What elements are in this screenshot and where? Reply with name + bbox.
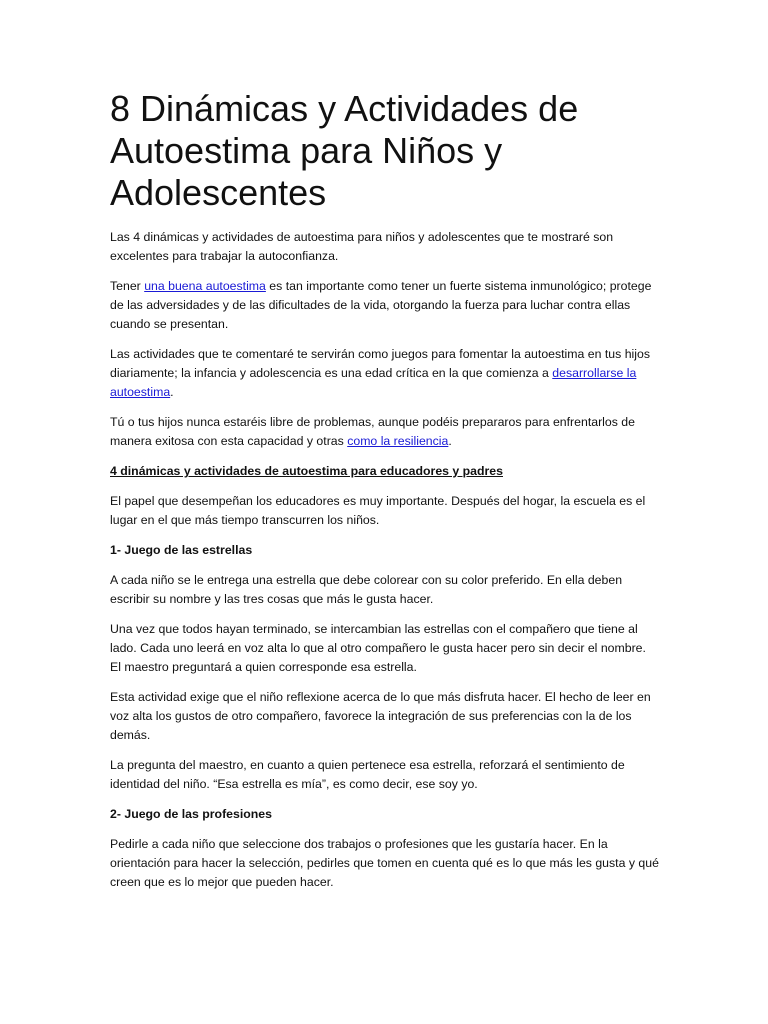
paragraph-text: Tener	[110, 279, 145, 293]
estrellas-paragraph-4: La pregunta del maestro, en cuanto a quien pertenece esa estrella, reforzará el sentimiento de identidad del niño. “Esa estrella es mía”, es como decir, ese soy yo.	[110, 758, 625, 791]
link-resiliencia[interactable]: como la resiliencia	[347, 434, 449, 448]
intro-paragraph: Las 4 dinámicas y actividades de autoestima para niños y adolescentes que te mostraré son excelentes para trabajar la autoconfianza.	[110, 230, 614, 263]
autoestima-paragraph	[110, 277, 660, 334]
link-buena-autoestima[interactable]: una buena autoestima	[144, 279, 266, 293]
link-desarrollarse-autoestima[interactable]: desarrollarse la autoestima	[110, 366, 637, 399]
problemas-paragraph	[110, 413, 660, 451]
profesiones-paragraph: Pedirle a cada niño que seleccione dos trabajos o profesiones que les gustaría hacer. En la orientación para hacer la selección, pedirles que tomen en cuenta qué es lo que más les gusta y qué creen que es lo mejor que pueden hacer.	[110, 837, 659, 889]
paragraph-text: Las actividades que te comentaré te servirán como juegos para fomentar la autoestima en tus hijos diariamente; la infancia y adolescencia es una edad crítica en la que comienza a	[110, 347, 650, 380]
paragraph-text: es tan importante como tener un fuerte sistema inmunológico; protege de las adversidades y de las dificultades de la vida, otorgando la fuerza para luchar contra ellas cuando se presentan.	[110, 279, 652, 331]
educadores-paragraph: El papel que desempeñan los educadores es muy importante. Después del hogar, la escuela es el lugar en el que más tiempo transcurren los niños.	[110, 494, 646, 527]
heading-juego-profesiones: 2- Juego de las profesiones	[110, 807, 272, 821]
estrellas-paragraph-2: Una vez que todos hayan terminado, se intercambian las estrellas con el compañero que tiene al lado. Cada uno leerá en voz alta lo que al otro compañero le gusta hacer pero sin decir el nombre. El maestro preguntará a quien corresponde esa estrella.	[110, 622, 646, 674]
section-heading: 4 dinámicas y actividades de autoestima para educadores y padres	[110, 464, 503, 478]
heading-juego-estrellas: 1- Juego de las estrellas	[110, 543, 253, 557]
document-body	[110, 88, 660, 903]
page-title: 8 Dinámicas y Actividades de Autoestima para Niños y Adolescentes	[110, 88, 579, 213]
paragraph-text: Tú o tus hijos nunca estaréis libre de problemas, aunque podéis prepararos para enfrentarlos de manera exitosa con esta capacidad y otras	[110, 415, 635, 448]
estrellas-paragraph-1: A cada niño se le entrega una estrella que debe colorear con su color preferido. En ella deben escribir su nombre y las tres cosas que más le gusta hacer.	[110, 573, 623, 606]
paragraph-text: .	[448, 434, 452, 448]
estrellas-paragraph-3: Esta actividad exige que el niño reflexione acerca de lo que más disfruta hacer. El hecho de leer en voz alta los gustos de otro compañero, favorece la integración de sus preferencias con la de los demás.	[110, 690, 651, 742]
paragraph-text: .	[170, 385, 174, 399]
actividades-paragraph	[110, 345, 660, 402]
